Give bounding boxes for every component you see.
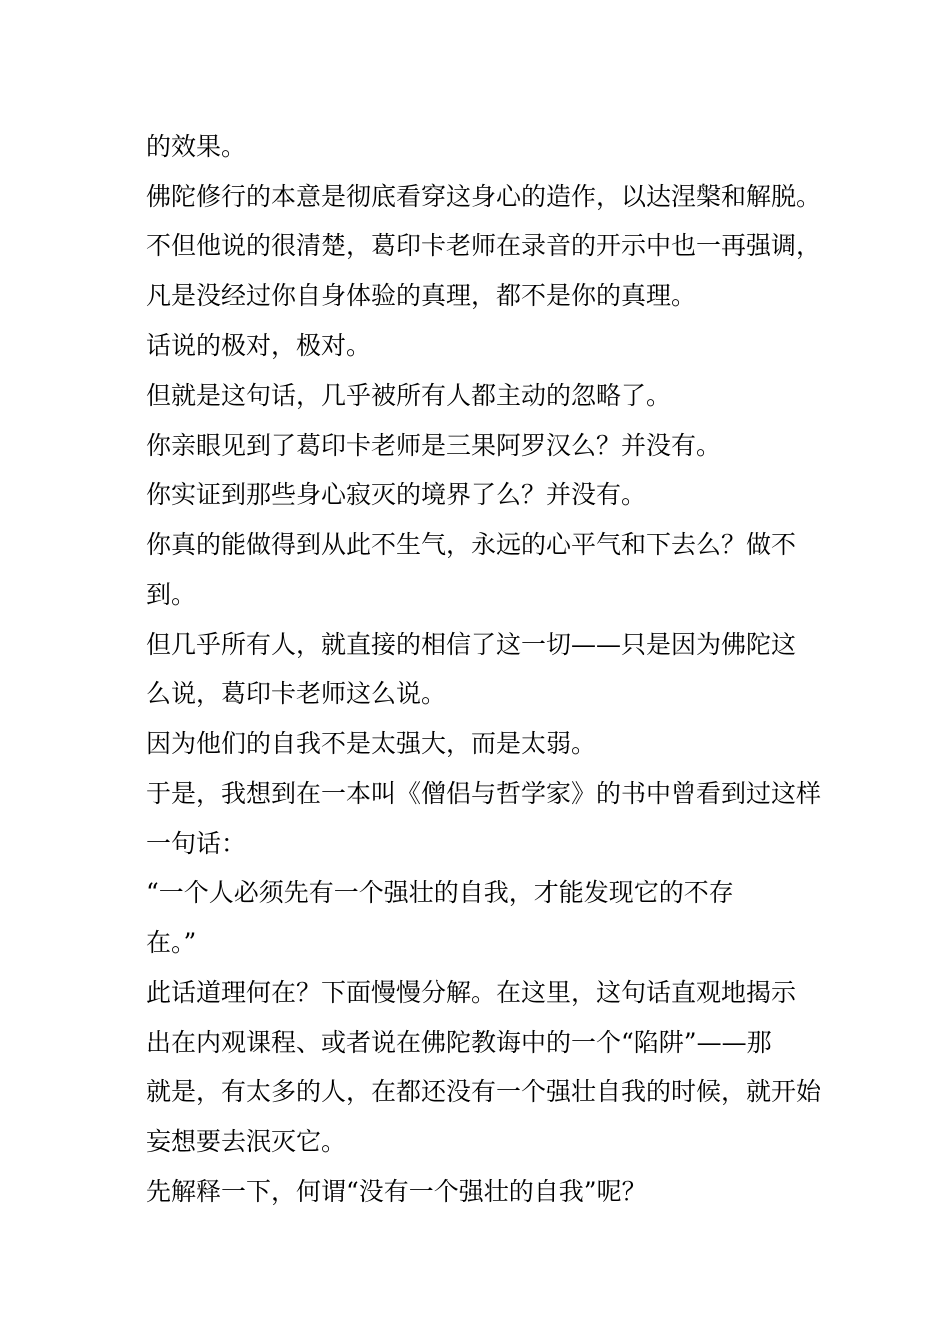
text-line: 妄想要去泯灭它。 [146, 1127, 347, 1156]
text-line: 不但他说的很清楚，葛印卡老师在录音的开示中也一再强调， [146, 231, 822, 260]
text-line: 于是，我想到在一本叫《僧侣与哲学家》的书中曾看到过这样 [146, 779, 822, 808]
text-line: 但就是这句话，几乎被所有人都主动的忽略了。 [146, 381, 672, 410]
text-line: 佛陀修行的本意是彻底看穿这身心的造作，以达涅槃和解脱。 [146, 182, 822, 211]
text-line: “一个人必须先有一个强壮的自我，才能发现它的不存 [146, 878, 734, 907]
text-line: 但几乎所有人，就直接的相信了这一切——只是因为佛陀这 [146, 630, 797, 659]
text-line: 凡是没经过你自身体验的真理，都不是你的真理。 [146, 281, 697, 310]
text-line: 你实证到那些身心寂灭的境界了么？并没有。 [146, 480, 647, 509]
text-line: 的效果。 [146, 132, 247, 161]
text-line: 你真的能做得到从此不生气，永远的心平气和下去么？做不 [146, 530, 797, 559]
text-line: 在。” [146, 928, 197, 957]
text-line: 你亲眼见到了葛印卡老师是三果阿罗汉么？并没有。 [146, 431, 722, 460]
text-line: 先解释一下，何谓“没有一个强壮的自我”呢？ [146, 1177, 647, 1206]
text-line: 出在内观课程、或者说在佛陀教诲中的一个“陷阱”——那 [146, 1028, 772, 1057]
text-line: 因为他们的自我不是太强大，而是太弱。 [146, 729, 597, 758]
text-line: 么说，葛印卡老师这么说。 [146, 679, 447, 708]
text-line: 话说的极对，极对。 [146, 331, 372, 360]
text-line: 就是，有太多的人，在都还没有一个强壮自我的时候，就开始 [146, 1077, 822, 1106]
text-line: 一句话： [146, 829, 247, 858]
text-line: 此话道理何在？下面慢慢分解。在这里，这句话直观地揭示 [146, 978, 797, 1007]
text-line: 到。 [146, 580, 197, 609]
